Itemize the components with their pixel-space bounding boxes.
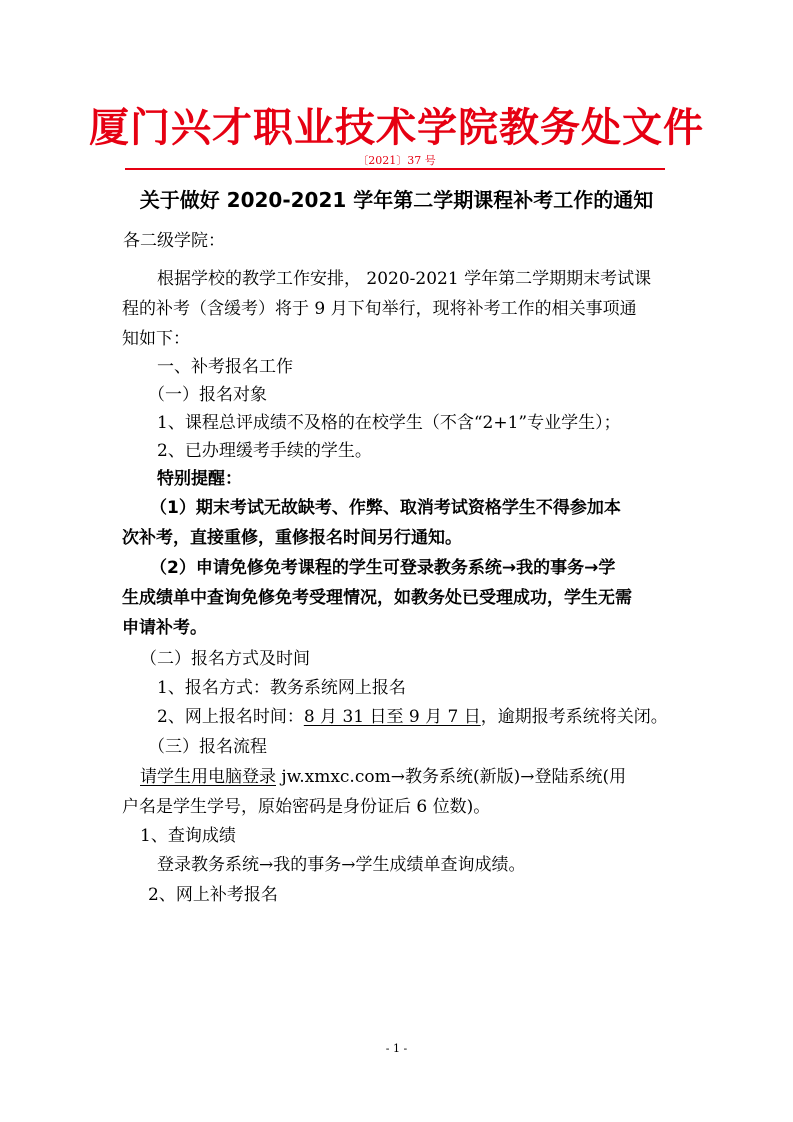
signup-date-range: 8 月 31 日至 9 月 7 日	[303, 707, 481, 727]
section2-item-2	[157, 706, 668, 728]
intro-line-3: 知如下：	[122, 329, 190, 349]
login-url-path: jw.xmxc.com→教务系统(新版)→登陆系统(用	[276, 767, 627, 787]
section1-item-1: 1、课程总评成绩不及格的在校学生（不含“2+1”专业学生）；	[157, 413, 621, 433]
section3-step-1: 1、查询成绩	[140, 826, 236, 846]
login-instruction-link[interactable]: 请学生用电脑登录	[140, 767, 276, 787]
special-reminder-p2-line1: （2）申请免修免考课程的学生可登录教务系统→我的事务→学	[150, 558, 616, 578]
notice-title: 关于做好 2020-2021 学年第二学期课程补考工作的通知	[139, 188, 654, 212]
office-header-title: 厦门兴才职业技术学院教务处文件	[89, 104, 704, 151]
special-reminder-p2-line2: 生成绩单中查询免修免考受理情况，如教务处已受理成功，学生无需	[122, 588, 632, 608]
section3-flow-line-2: 户名是学生学号，原始密码是身份证后 6 位数)。	[122, 797, 491, 817]
section3-heading: （三）报名流程	[148, 737, 267, 757]
section1-sub-heading: （一）报名对象	[148, 385, 267, 405]
section1-item-2: 2、已办理缓考手续的学生。	[157, 441, 372, 461]
red-divider-line	[125, 168, 665, 170]
salutation: 各二级学院：	[123, 231, 225, 251]
special-reminder-p1-line1: （1）期末考试无故缺考、作弊、取消考试资格学生不得参加本	[150, 498, 621, 518]
section3-step-2: 2、网上补考报名	[148, 885, 278, 905]
section2-heading: （二）报名方式及时间	[140, 649, 310, 669]
special-reminder-p2-line3: 申请补考。	[122, 618, 207, 638]
signup-time-label: 2、网上报名时间：	[157, 707, 304, 727]
document-number: 〔2021〕37 号	[357, 154, 436, 167]
page-number: - 1 -	[385, 1042, 408, 1055]
intro-line-1: 根据学校的教学工作安排， 2020-2021 学年第二学期期末考试课	[157, 269, 652, 289]
section2-item-1: 1、报名方式：教务系统网上报名	[157, 678, 406, 698]
intro-line-2: 程的补考（含缓考）将于 9 月下旬举行，现将补考工作的相关事项通	[122, 299, 637, 319]
special-reminder-heading: 特别提醒：	[157, 469, 242, 489]
section1-heading: 一、补考报名工作	[157, 357, 293, 377]
section3-flow-line-1	[140, 766, 626, 788]
section3-step-1-detail: 登录教务系统→我的事务→学生成绩单查询成绩。	[157, 855, 526, 875]
signup-time-note: ，逾期报考系统将关闭。	[480, 707, 668, 727]
special-reminder-p1-line2: 次补考，直接重修，重修报名时间另行通知。	[122, 528, 462, 548]
